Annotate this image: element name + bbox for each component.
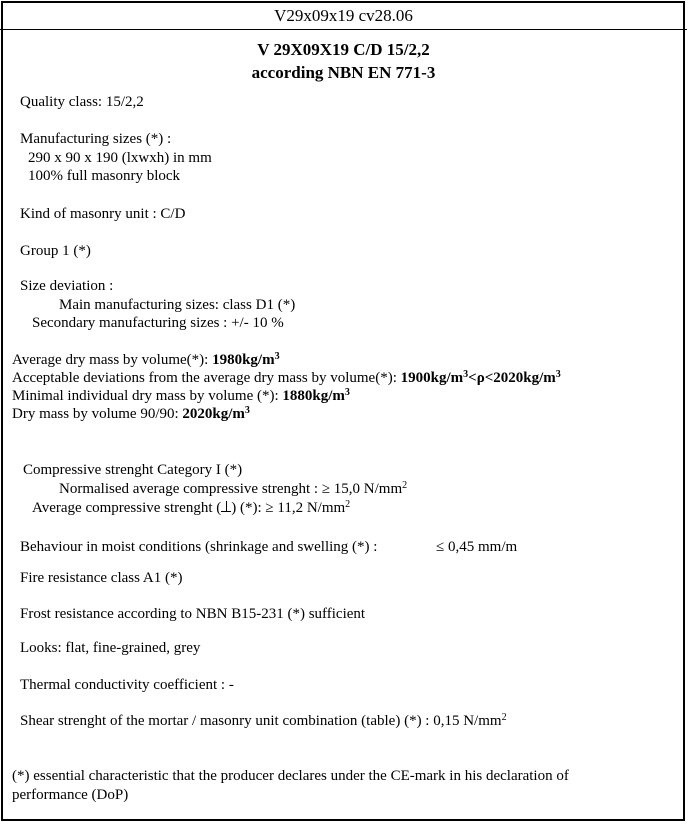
manufacturing-sizes-value: 290 x 90 x 190 (lxwxh) in mm [28, 150, 212, 166]
kind-of-masonry-unit: Kind of masonry unit : C/D [20, 206, 186, 222]
dry-mass-90-90 [12, 406, 250, 423]
size-deviation-main: Main manufacturing sizes: class D1 (*) [59, 297, 296, 313]
fire-resistance: Fire resistance class A1 (*) [20, 570, 183, 586]
frost-resistance: Frost resistance according to NBN B15-231 (*) sufficient [20, 606, 366, 622]
dry-mass-90-90-label: Dry mass by volume 90/90: [12, 406, 183, 422]
size-deviation-secondary: Secondary manufacturing sizes : +/- 10 % [32, 315, 284, 331]
minimal-dry-mass-label: Minimal individual dry mass by volume (*): [12, 388, 283, 404]
acceptable-deviations-label: Acceptable deviations from the average dry mass by volume(*): [12, 370, 401, 386]
perpendicular-icon [221, 500, 231, 513]
footnote-line-2: performance (DoP) [12, 787, 129, 803]
group: Group 1 (*) [20, 243, 91, 259]
average-dry-mass-label: Average dry mass by volume(*): [12, 352, 213, 368]
masonry-block-type: 100% full masonry block [28, 168, 181, 184]
average-dry-mass [12, 352, 280, 369]
normalised-compressive-strength: Normalised average compressive strenght : ≥ 15,0 $N/mm^2$ [59, 480, 408, 497]
minimal-dry-mass-value: $1880kg/m^3$ [282, 387, 350, 404]
manufacturing-sizes-label: Manufacturing sizes (*) : [20, 131, 172, 147]
product-standard: according NBN EN 771-3 [251, 63, 436, 82]
looks: Looks: flat, fine-grained, grey [20, 640, 201, 656]
product-title: V 29X09X19 C/D 15/2,2 [257, 40, 430, 59]
footnote-line-1: (*) essential characteristic that the producer declares under the CE-mark in his declaration of [12, 768, 569, 784]
size-deviation-label: Size deviation : [20, 278, 114, 294]
acceptable-deviations-value: $1900kg/m^3<\rho<2020kg/m^3$ [400, 369, 561, 386]
dry-mass-90-90-value: $2020kg/m^3$ [182, 405, 250, 422]
average-compressive-strength: Average compressive strenght ( ) (*): ≥ 11,2 $N/mm^2$ [32, 499, 351, 516]
thermal-conductivity: Thermal conductivity coefficient : - [20, 677, 234, 693]
quality-class: Quality class: 15/2,2 [20, 94, 144, 110]
moist-conditions-label: Behaviour in moist conditions (shrinkage and swelling (*) : [20, 539, 378, 555]
product-code: V29x09x19 cv28.06 [274, 6, 413, 25]
minimal-dry-mass [12, 388, 350, 405]
acceptable-deviations [12, 370, 561, 387]
moist-conditions-value: ≤ 0,45 mm/m [436, 539, 518, 555]
average-dry-mass-value: $1980kg/m^3$ [212, 351, 280, 368]
compressive-category: Compressive strenght Category I (*) [23, 462, 243, 478]
shear-strength: Shear strenght of the mortar / masonry unit combination (table) (*) : 0,15 $N/mm^2$ [20, 712, 507, 729]
